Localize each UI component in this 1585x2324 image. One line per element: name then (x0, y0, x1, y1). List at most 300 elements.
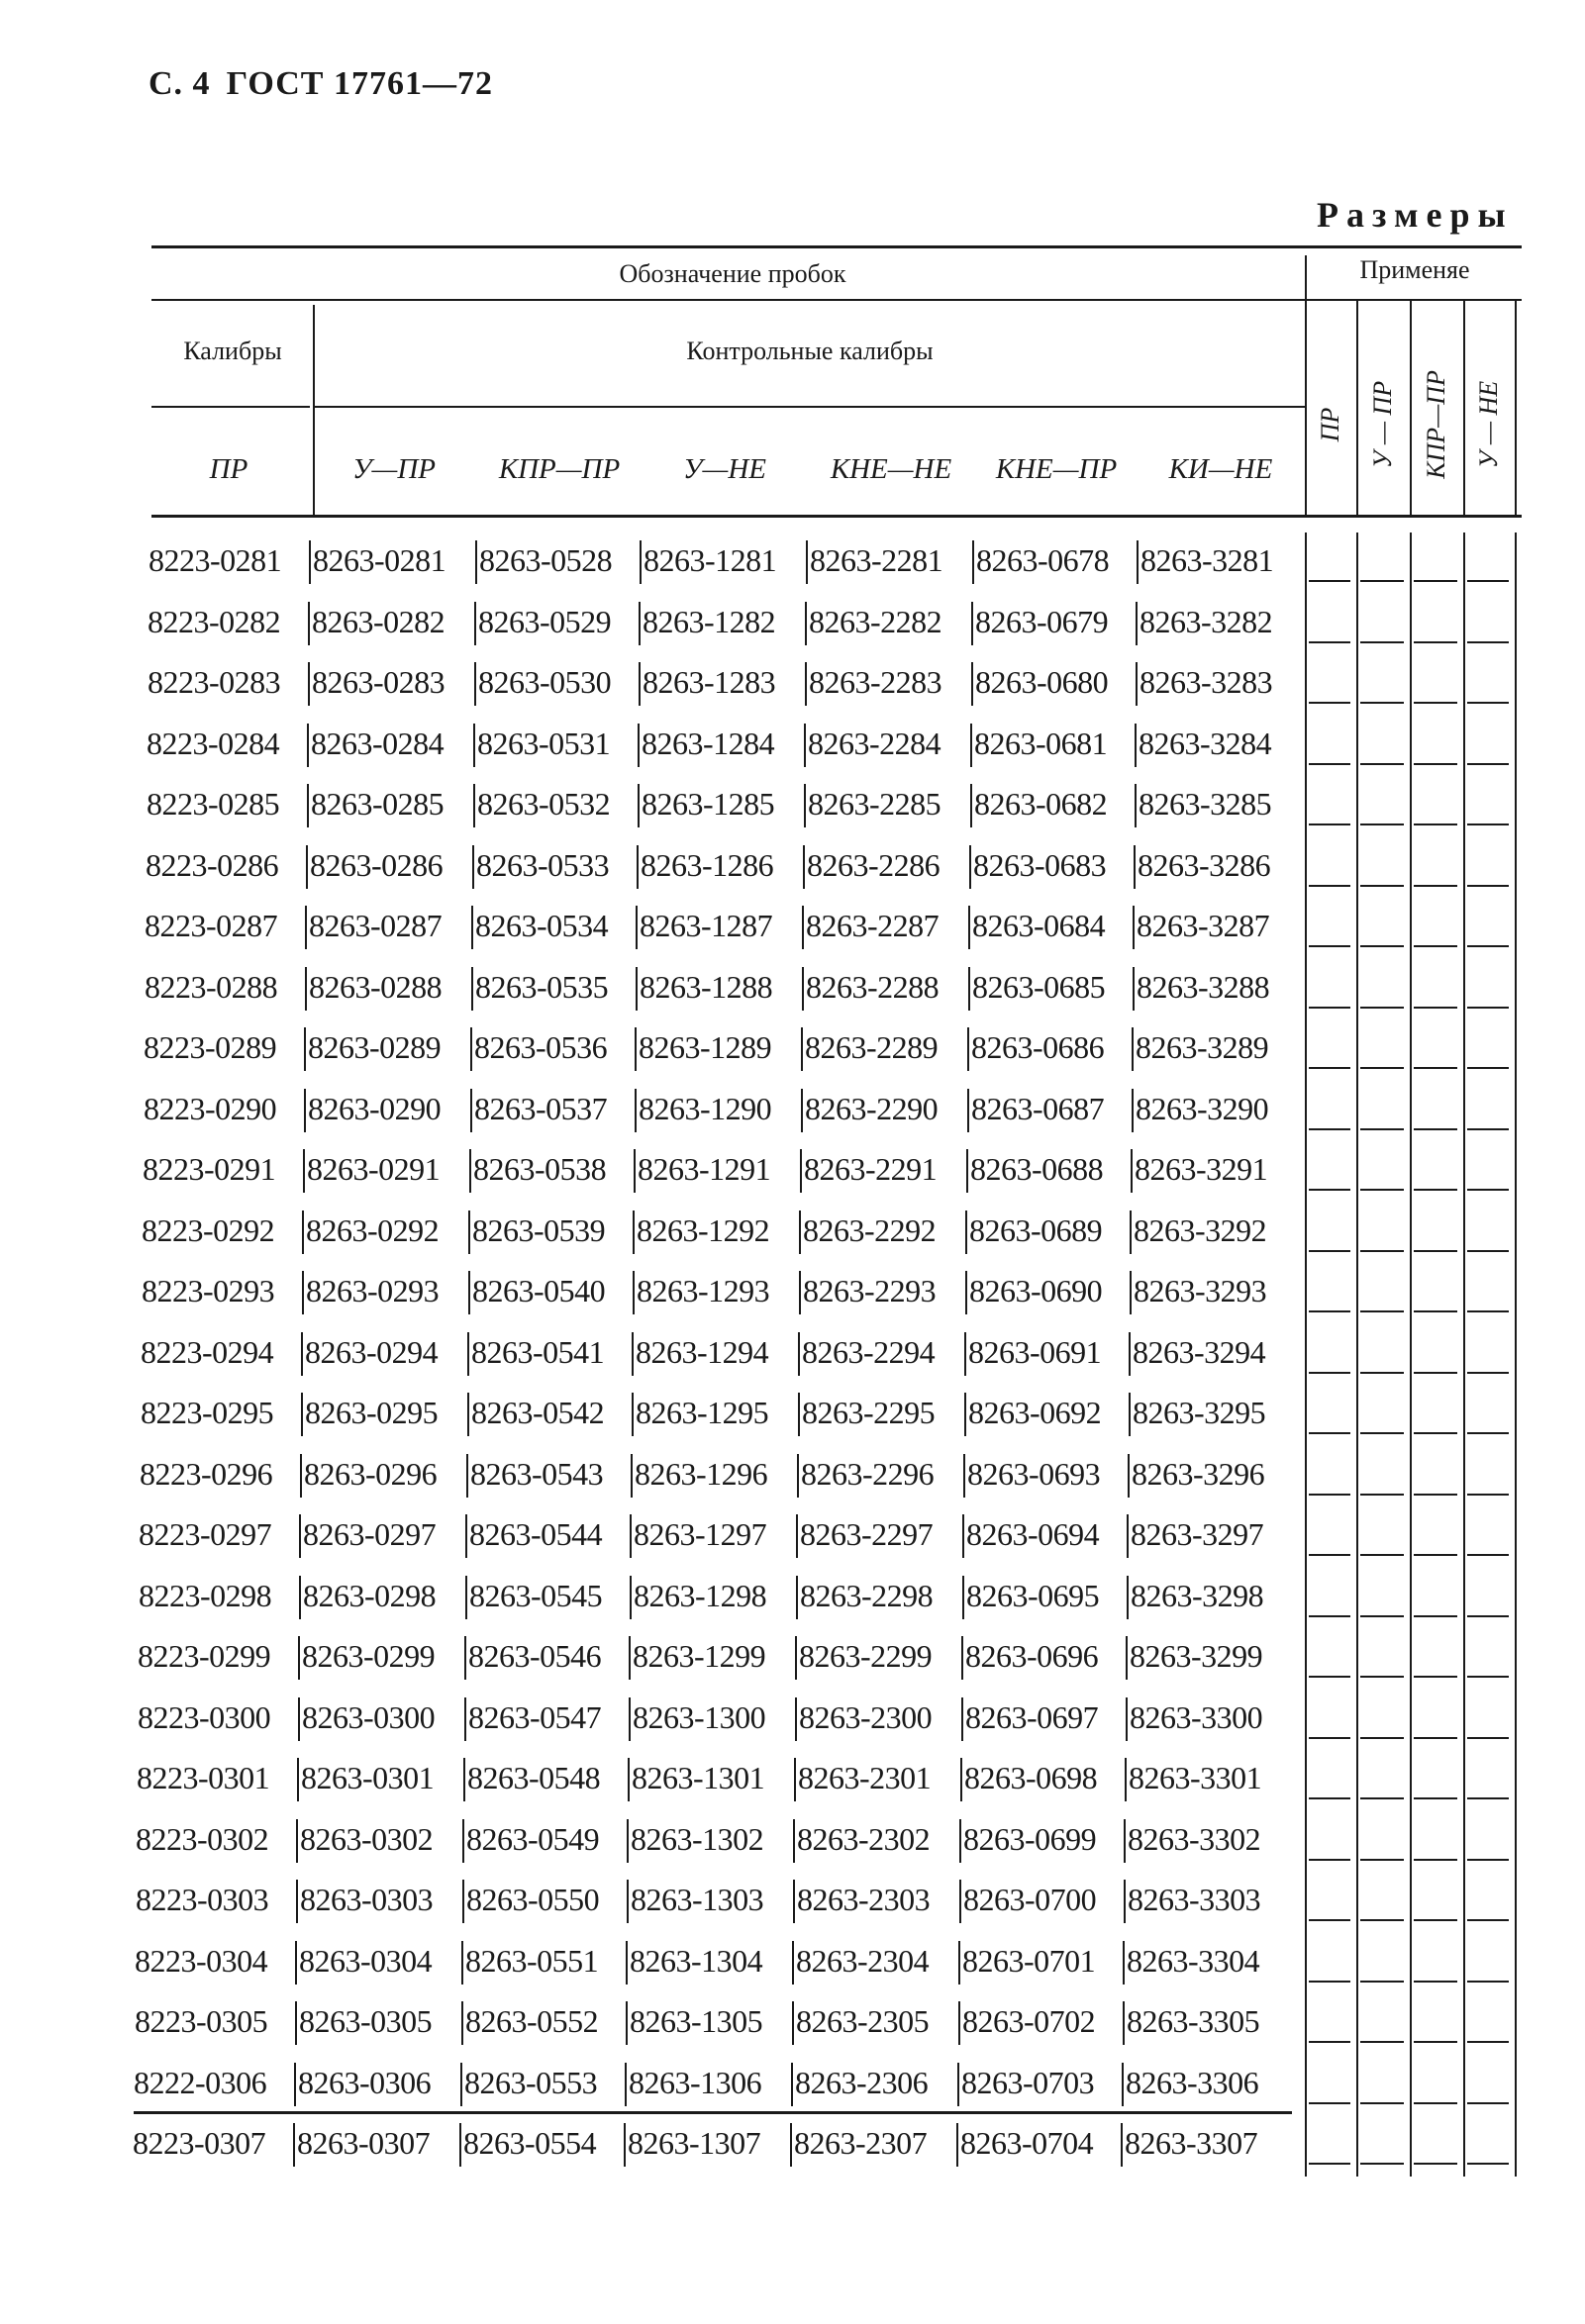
table-top-rule (151, 245, 1522, 248)
usage-column-line (1463, 533, 1465, 594)
cell-divider (294, 2063, 296, 2106)
usage-column-line (1305, 2115, 1307, 2177)
usage-column-line (1515, 1203, 1517, 1264)
usage-column-line (1410, 1568, 1412, 1629)
table-cell: 8263-0688 (970, 1151, 1104, 1187)
cell-divider (299, 1576, 301, 1619)
cell-divider (303, 1149, 305, 1193)
usage-column-header-2: КПР—ПР (1422, 370, 1450, 479)
cell-divider (1135, 724, 1137, 767)
cell-divider (799, 1210, 801, 1254)
table-cell: 8263-0685 (972, 968, 1106, 1005)
table-cell: 8263-0681 (974, 725, 1108, 761)
cell-divider (1125, 1758, 1127, 1801)
usage-dash (1309, 1615, 1350, 1617)
usage-column-line (1356, 1324, 1358, 1386)
cell-divider (305, 967, 307, 1011)
usage-column-line (1463, 959, 1465, 1020)
cell-divider (461, 2001, 463, 2045)
cell-divider (471, 967, 473, 1011)
table-cell: 8263-0550 (466, 1882, 600, 1917)
table-cell: 8263-1301 (632, 1760, 765, 1795)
cell-divider (964, 1332, 966, 1376)
cell-divider (1127, 1514, 1129, 1558)
usage-dash (1360, 1981, 1404, 1983)
cell-divider (956, 2123, 958, 2167)
usage-column-line (1515, 1385, 1517, 1446)
table-cell: 8263-2289 (805, 1029, 939, 1065)
table-cell: 8263-0292 (306, 1211, 440, 1248)
table-cell: 8263-0531 (477, 725, 611, 761)
table-cell: 8263-0678 (976, 542, 1110, 578)
cell-divider (965, 1210, 967, 1254)
usage-dash (1414, 1676, 1457, 1678)
usage-dash (1309, 1310, 1350, 1312)
usage-dash (1309, 1189, 1350, 1191)
usage-dash (1309, 945, 1350, 947)
usage-dash (1467, 1067, 1509, 1069)
usage-dash (1360, 1250, 1404, 1252)
header-rule-1 (151, 299, 1522, 301)
table-cell: 8263-1282 (643, 603, 776, 639)
cell-divider (635, 1089, 637, 1132)
table-cell: 8263-0549 (466, 1820, 600, 1857)
table-cell: 8263-2299 (799, 1638, 933, 1674)
cell-divider (632, 1393, 634, 1436)
table-cell: 8263-3299 (1130, 1638, 1263, 1674)
cell-divider (626, 1941, 628, 1985)
table-cell: 8263-2283 (809, 664, 942, 700)
table-cell: 8263-0536 (474, 1029, 608, 1065)
cell-divider (296, 1880, 298, 1923)
usage-dash (1360, 1859, 1404, 1861)
cell-divider (968, 967, 970, 1011)
usage-dash (1467, 1981, 1509, 1983)
cell-divider (473, 784, 475, 827)
cell-divider (301, 1332, 303, 1376)
usage-column-line (1463, 2115, 1465, 2177)
usage-column-line (1463, 1446, 1465, 1507)
cell-divider (635, 1027, 637, 1071)
table-cell: 8263-3298 (1131, 1577, 1264, 1613)
usage-column-line (1463, 654, 1465, 716)
table-cell: 8263-1304 (630, 1942, 763, 1979)
usage-dash (1360, 1676, 1404, 1678)
usage-dash (1467, 1189, 1509, 1191)
cell-divider (1123, 2001, 1125, 2045)
table-cell: 8263-1292 (637, 1211, 770, 1248)
cell-divider (463, 1758, 465, 1801)
usage-dash (1360, 1737, 1404, 1739)
usage-column-line (1515, 1568, 1517, 1629)
usage-header: Применяе (1359, 255, 1470, 284)
cell-divider (630, 1576, 632, 1619)
usage-column-line (1305, 716, 1307, 777)
cell-divider (638, 724, 640, 767)
column-header-2: КПР—ПР (498, 453, 621, 485)
usage-dash (1309, 1250, 1350, 1252)
header-bottom-rule (151, 515, 1522, 518)
table-cell: 8263-1296 (635, 1455, 768, 1492)
usage-column-line (1410, 1203, 1412, 1264)
usage-dash (1360, 945, 1404, 947)
usage-column-line (1463, 1568, 1465, 1629)
usage-dash (1309, 823, 1350, 825)
usage-column-line (1410, 1690, 1412, 1751)
usage-column-line (1356, 1446, 1358, 1507)
usage-divider (1305, 255, 1307, 515)
usage-column-line (1410, 1263, 1412, 1324)
usage-dash (1414, 1494, 1457, 1496)
cell-divider (473, 724, 475, 767)
usage-column-line (1305, 959, 1307, 1020)
cell-divider (798, 1332, 800, 1376)
usage-dash (1414, 1737, 1457, 1739)
table-cell: 8263-0695 (966, 1577, 1100, 1613)
table-cell: 8263-0693 (967, 1455, 1101, 1492)
cell-divider (796, 1514, 798, 1558)
usage-column-line (1305, 1203, 1307, 1264)
usage-dash (1414, 1554, 1457, 1556)
cell-divider (1132, 1089, 1134, 1132)
usage-column-line (1305, 2055, 1307, 2116)
column-header-0: ПР (209, 453, 248, 485)
usage-column-line (1305, 1019, 1307, 1081)
table-cell: 8263-2284 (808, 725, 941, 761)
table-cell: 8223-0301 (137, 1760, 270, 1795)
usage-column-line (1410, 533, 1412, 594)
usage-dash (1467, 1919, 1509, 1921)
usage-dash (1467, 945, 1509, 947)
cell-divider (293, 2123, 295, 2167)
table-cell: 8223-0284 (147, 725, 280, 761)
usage-dash (1309, 702, 1350, 704)
table-cell: 8263-1300 (633, 1698, 766, 1735)
usage-column-line (1305, 1933, 1307, 1994)
cell-divider (1136, 662, 1138, 706)
table-cell: 8263-1285 (642, 786, 775, 822)
usage-dash (1309, 1676, 1350, 1678)
table-cell: 8263-3290 (1136, 1090, 1269, 1126)
table-cell: 8263-0684 (972, 908, 1106, 943)
cell-divider (957, 2063, 959, 2106)
usage-dash (1467, 1737, 1509, 1739)
cell-divider (792, 2001, 794, 2045)
cell-divider (462, 1880, 464, 1923)
table-cell: 8223-0299 (138, 1638, 271, 1674)
cell-divider (1121, 2123, 1123, 2167)
usage-column-line (1410, 1506, 1412, 1568)
cell-divider (634, 1149, 636, 1193)
table-cell: 8263-0545 (469, 1577, 603, 1613)
usage-column-line (1305, 1750, 1307, 1811)
usage-column-line (1305, 1446, 1307, 1507)
table-cell: 8263-0553 (464, 2064, 598, 2100)
usage-dash (1467, 1250, 1509, 1252)
cell-divider (797, 1454, 799, 1498)
cell-divider (625, 2063, 627, 2106)
usage-column-line (1515, 1446, 1517, 1507)
usage-column-line (1305, 1628, 1307, 1690)
usage-dash (1309, 1981, 1350, 1983)
usage-dash (1414, 2041, 1457, 2043)
usage-column-line (1356, 1568, 1358, 1629)
cell-divider (1124, 1880, 1126, 1923)
cell-divider (468, 1210, 470, 1254)
cell-divider (1136, 602, 1138, 645)
table-cell: 8263-0290 (308, 1090, 442, 1126)
usage-dash (1414, 823, 1457, 825)
usage-dash (1414, 1128, 1457, 1130)
table-cell: 8223-0294 (141, 1333, 274, 1370)
table-cell: 8263-1294 (636, 1333, 769, 1370)
table-cell: 8263-0540 (472, 1273, 606, 1308)
usage-dash (1467, 1554, 1509, 1556)
last-row-rule (134, 2111, 1292, 2114)
table-cell: 8263-1281 (644, 542, 777, 578)
table-cell: 8263-0699 (963, 1820, 1097, 1857)
usage-column-line (1356, 1811, 1358, 1873)
table-cell: 8223-0304 (135, 1942, 268, 1979)
table-cell: 8263-0680 (975, 664, 1109, 700)
table-cell: 8263-0686 (971, 1029, 1105, 1065)
usage-dash (1414, 702, 1457, 704)
usage-column-line (1410, 2055, 1412, 2116)
usage-dash (1360, 1615, 1404, 1617)
table-cell: 8263-3302 (1128, 1820, 1261, 1857)
usage-dash (1309, 763, 1350, 765)
cell-divider (627, 1819, 629, 1863)
usage-dash (1414, 885, 1457, 887)
usage-column-line (1356, 1872, 1358, 1933)
usage-column-line (1463, 716, 1465, 777)
usage-column-line (1515, 1019, 1517, 1081)
cell-divider (795, 1697, 797, 1741)
cell-divider (1129, 1332, 1131, 1376)
table-cell: 8263-0548 (467, 1760, 601, 1795)
table-cell: 8263-1295 (636, 1395, 769, 1430)
usage-dash (1360, 885, 1404, 887)
cell-divider (1129, 1393, 1131, 1436)
table-cell: 8263-1299 (633, 1638, 766, 1674)
usage-column-line (1463, 1019, 1465, 1081)
table-cell: 8263-2292 (803, 1211, 937, 1248)
usage-column-line (1463, 1263, 1465, 1324)
usage-dash (1360, 1494, 1404, 1496)
cell-divider (308, 602, 310, 645)
usage-col-line-1 (1356, 301, 1358, 515)
table-cell: 8223-0289 (144, 1029, 277, 1065)
table-cell: 8263-0533 (476, 846, 610, 883)
usage-column-line (1305, 1690, 1307, 1751)
table-cell: 8263-0301 (301, 1760, 435, 1795)
table-cell: 8223-0288 (145, 968, 278, 1005)
table-cell: 8263-1307 (628, 2125, 761, 2161)
usage-column-line (1515, 959, 1517, 1020)
cell-divider (959, 1819, 961, 1863)
table-cell: 8263-0293 (306, 1273, 440, 1308)
table-cell: 8223-0285 (147, 786, 280, 822)
usage-column-line (1515, 1933, 1517, 1994)
table-cell: 8263-0303 (300, 1882, 434, 1917)
cell-divider (1135, 784, 1137, 827)
cell-divider (963, 1454, 965, 1498)
usage-column-line (1410, 898, 1412, 959)
table-cell: 8263-0297 (303, 1516, 437, 1552)
cell-divider (307, 724, 309, 767)
usage-dash (1360, 1432, 1404, 1434)
table-cell: 8263-0307 (297, 2125, 431, 2161)
table-cell: 8263-3296 (1132, 1455, 1265, 1492)
table-cell: 8223-0295 (141, 1395, 274, 1430)
usage-column-line (1356, 1263, 1358, 1324)
table-cell: 8263-0682 (974, 786, 1108, 822)
table-cell: 8223-0283 (148, 664, 281, 700)
usage-column-line (1305, 898, 1307, 959)
usage-column-line (1305, 1811, 1307, 1873)
table-cell: 8263-3307 (1125, 2125, 1258, 2161)
usage-column-header-3: У — НЕ (1474, 380, 1503, 469)
table-cell: 8263-0538 (473, 1151, 607, 1187)
table-cell: 8263-2300 (799, 1698, 933, 1735)
table-cell: 8263-3301 (1129, 1760, 1262, 1795)
usage-dash (1360, 1310, 1404, 1312)
table-cell: 8263-3283 (1139, 664, 1273, 700)
usage-column-line (1410, 1385, 1412, 1446)
usage-column-line (1356, 2115, 1358, 2177)
usage-column-line (1410, 1933, 1412, 1994)
usage-column-line (1356, 1385, 1358, 1446)
table-cell: 8223-0290 (144, 1090, 277, 1126)
cell-divider (299, 1514, 301, 1558)
cell-divider (307, 784, 309, 827)
cell-divider (461, 1941, 463, 1985)
table-cell: 8263-2286 (807, 846, 941, 883)
table-cell: 8263-3285 (1139, 786, 1272, 822)
table-cell: 8263-2305 (796, 2003, 930, 2039)
cell-divider (803, 845, 805, 889)
table-cell: 8263-0696 (965, 1638, 1099, 1674)
usage-column-line (1410, 959, 1412, 1020)
cell-divider (962, 1576, 964, 1619)
cell-divider (470, 1089, 472, 1132)
table-cell: 8263-0537 (474, 1090, 608, 1126)
usage-column-line (1305, 837, 1307, 899)
table-cell: 8263-3295 (1133, 1395, 1266, 1430)
column-header-5: КНЕ—ПР (995, 453, 1118, 485)
cell-divider (639, 662, 641, 706)
cell-divider (633, 1271, 635, 1314)
cell-divider (630, 1514, 632, 1558)
usage-column-line (1463, 1933, 1465, 1994)
table-cell: 8263-3297 (1131, 1516, 1264, 1552)
usage-dash (1414, 1859, 1457, 1861)
cell-divider (472, 845, 474, 889)
table-cell: 8263-1284 (642, 725, 775, 761)
usage-column-line (1356, 837, 1358, 899)
cell-divider (1124, 1819, 1126, 1863)
table-cell: 8263-0546 (468, 1638, 602, 1674)
usage-dash (1414, 1797, 1457, 1799)
table-cell: 8263-3294 (1133, 1333, 1266, 1370)
cell-divider (631, 1454, 633, 1498)
table-cell: 8263-0552 (465, 2003, 599, 2039)
cell-divider (462, 1819, 464, 1863)
table-cell: 8263-2303 (797, 1882, 931, 1917)
usage-dash (1467, 823, 1509, 825)
page-number: С. 4 (149, 65, 211, 102)
usage-column-line (1410, 1872, 1412, 1933)
table-cell: 8223-0297 (139, 1516, 272, 1552)
table-cell: 8263-0692 (968, 1395, 1102, 1430)
table-cell: 8263-2307 (794, 2125, 928, 2161)
cell-divider (628, 1758, 630, 1801)
usage-dash (1467, 1128, 1509, 1130)
table-cell: 8263-3291 (1135, 1151, 1268, 1187)
usage-column-line (1463, 1690, 1465, 1751)
cell-divider (800, 1149, 802, 1193)
cell-divider (1122, 2063, 1124, 2106)
usage-column-header-0: ПР (1316, 407, 1344, 442)
usage-dash (1360, 1554, 1404, 1556)
usage-dash (1414, 1615, 1457, 1617)
table-cell: 8223-0296 (140, 1455, 273, 1492)
usage-column-line (1410, 1081, 1412, 1142)
header-rule-control (315, 406, 1305, 408)
table-cell: 8263-2281 (810, 542, 943, 578)
cell-divider (970, 724, 972, 767)
usage-column-line (1463, 1750, 1465, 1811)
usage-column-line (1305, 1993, 1307, 2055)
table-cell: 8263-1283 (643, 664, 776, 700)
usage-dash (1467, 641, 1509, 643)
table-cell: 8263-0535 (475, 968, 609, 1005)
cell-divider (966, 1149, 968, 1193)
table-cell: 8263-3305 (1127, 2003, 1260, 2039)
cell-divider (802, 967, 804, 1011)
table-cell: 8263-3293 (1134, 1273, 1267, 1308)
cell-divider (475, 540, 477, 584)
table-cell: 8263-0289 (308, 1029, 442, 1065)
table-cell: 8263-1286 (641, 846, 774, 883)
table-cell: 8263-0286 (310, 846, 444, 883)
cell-divider (296, 1819, 298, 1863)
table-cell: 8263-1293 (637, 1273, 770, 1308)
usage-dash (1467, 702, 1509, 704)
usage-column-line (1463, 1872, 1465, 1933)
cell-divider (969, 845, 971, 889)
usage-column-line (1356, 533, 1358, 594)
usage-dash (1467, 580, 1509, 582)
cell-divider (794, 1758, 796, 1801)
usage-dash (1467, 1007, 1509, 1009)
usage-column-line (1515, 1811, 1517, 1873)
control-header: Контрольные калибры (686, 337, 934, 365)
table-cell: 8263-3286 (1138, 846, 1271, 883)
cell-divider (796, 1576, 798, 1619)
table-cell: 8263-0551 (465, 1942, 599, 1979)
usage-column-line (1356, 594, 1358, 655)
usage-column-line (1463, 594, 1465, 655)
cell-divider (302, 1210, 304, 1254)
usage-dash (1467, 2102, 1509, 2104)
usage-column-line (1463, 1993, 1465, 2055)
usage-column-line (1463, 1141, 1465, 1203)
cell-divider (804, 784, 806, 827)
cell-divider (793, 1880, 795, 1923)
table-cell: 8263-0306 (298, 2064, 432, 2100)
usage-dash (1414, 1372, 1457, 1374)
